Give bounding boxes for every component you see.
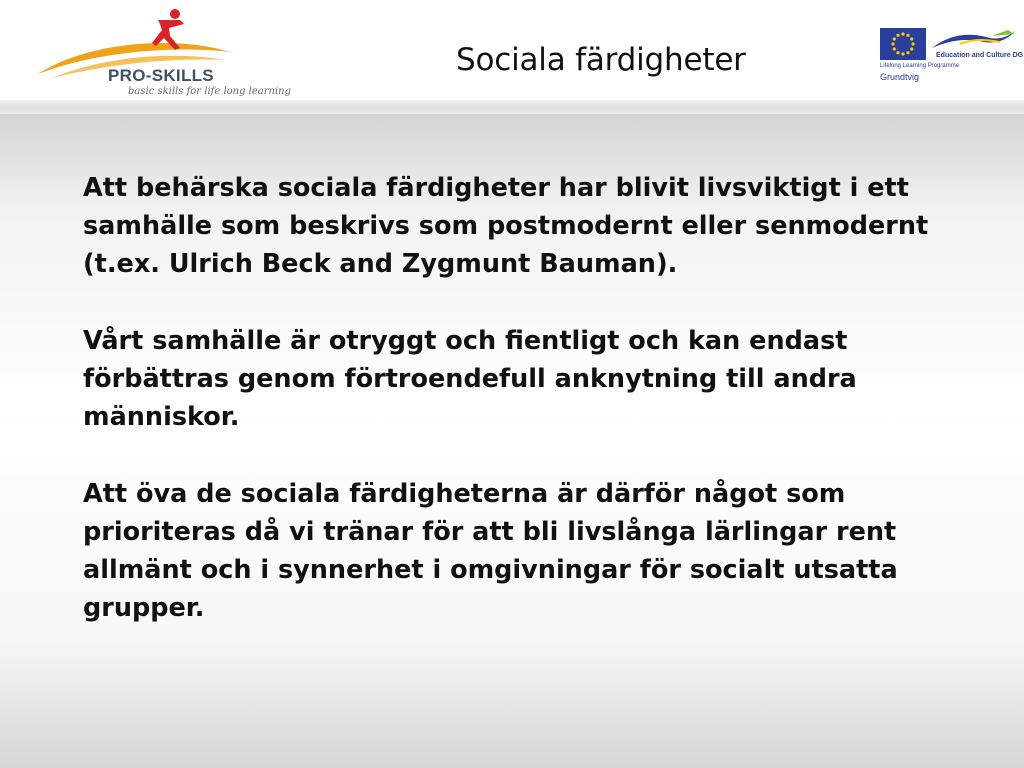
llp-swoosh-icon [930,28,1018,50]
logo-tagline: basic skills for life long learning [128,86,292,97]
paragraph-2: Vårt samhälle är otryggt och fientligt och kan endast förbättras genom förtroendefull anknytning till andra människor. [83,326,857,432]
paragraph-1: Att behärska sociala färdigheter har blivit livsviktigt i ett samhälle som beskrivs som postmodernt eller senmodernt (t.ex. Ulrich Beck and Zygmunt Bauman). [83,173,929,279]
slide-header [0,0,1024,110]
eu-programme-text: Grundtvig [880,72,920,82]
eu-lifelong-learning-logo [878,26,1024,86]
header-divider [0,100,1024,114]
logo-name: PRO-SKILLS [108,66,214,85]
eu-dg-text: Education and Culture DG [936,52,1024,59]
eu-llp-text: Lifelong Learning Programme [880,63,960,69]
paragraph-3: Att öva de sociala färdigheterna är därför något som prioriteras då vi tränar för att bli livslånga lärlingar rent allmänt och i synnerhet i omgivningar för socialt utsatta grupper. [83,479,898,623]
eu-flag-icon [880,28,926,60]
slide-body [83,169,993,666]
page-title: Sociala färdigheter [456,42,746,78]
pro-skills-logo [30,6,292,102]
